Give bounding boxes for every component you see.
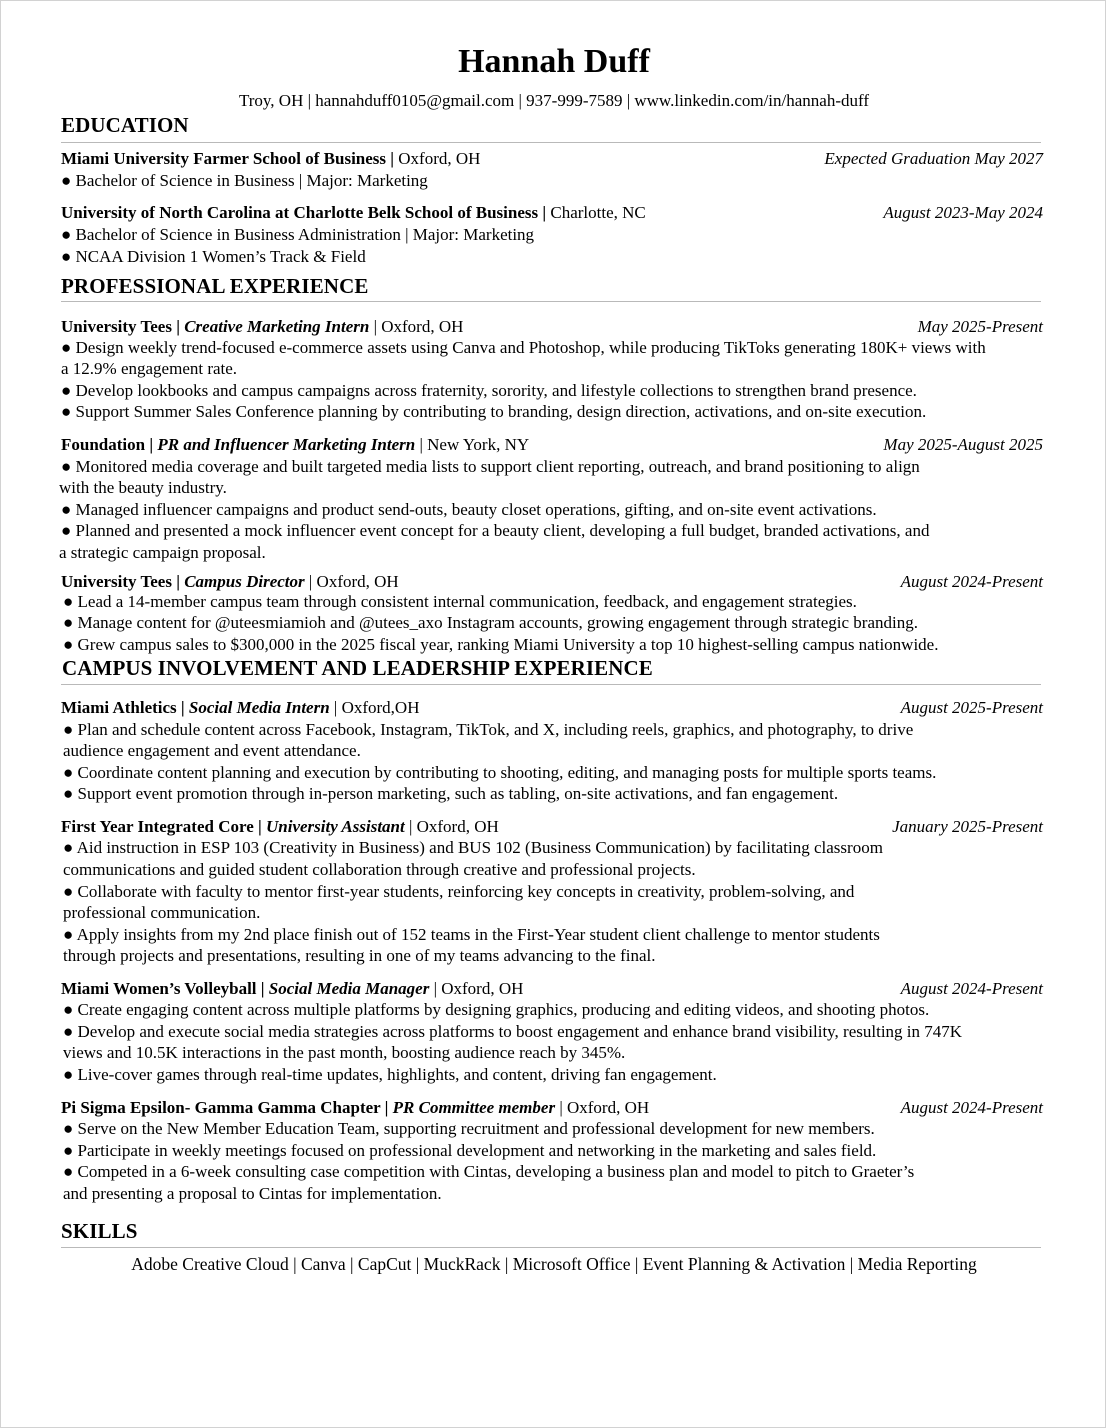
- entry-title: [61, 816, 499, 837]
- entry-line: ● Support Summer Sales Conference planning by contributing to branding, design direction, activations, and on-site execution.: [61, 402, 927, 421]
- entry-location: Oxford, OH: [394, 149, 481, 168]
- entry-line: ● Coordinate content planning and execution by contributing to shooting, editing, and managing posts for multiple sports teams.: [63, 763, 937, 782]
- section-divider: [61, 142, 1041, 143]
- section-divider: [61, 301, 1041, 302]
- entry-org: Pi Sigma Epsilon- Gamma Gamma Chapter |: [61, 1098, 393, 1117]
- education-entry-header: [61, 202, 1043, 223]
- resume-name: Hannah Duff: [458, 43, 650, 80]
- entry-line: ● Competed in a 6-week consulting case competition with Cintas, developing a business plan and model to pitch to Graeter’s: [63, 1162, 915, 1181]
- section-title-experience: PROFESSIONAL EXPERIENCE: [61, 274, 369, 298]
- entry-date: January 2025-Present: [892, 817, 1043, 836]
- entry-bullet: ● NCAA Division 1 Women’s Track & Field: [61, 247, 366, 266]
- entry-location: | Oxford,OH: [329, 698, 420, 717]
- entry-org: Miami Women’s Volleyball |: [61, 979, 269, 998]
- entry-role: PR Committee member: [392, 1098, 556, 1117]
- campus-entry-header: [61, 1097, 1043, 1118]
- entry-date: August 2025-Present: [900, 698, 1043, 717]
- experience-entry-header: [61, 316, 1043, 337]
- entry-role: PR and Influencer Marketing Intern: [157, 435, 416, 454]
- entry-date: August 2024-Present: [900, 572, 1043, 591]
- entry-date: May 2025-August 2025: [883, 435, 1043, 454]
- entry-location: | Oxford, OH: [429, 979, 524, 998]
- entry-date: August 2024-Present: [900, 1098, 1043, 1117]
- entry-line: ● Design weekly trend-focused e-commerce assets using Canva and Photoshop, while producing TikToks generating 180K+ views with: [61, 338, 986, 357]
- entry-line: ● Develop and execute social media strategies across platforms to boost engagement and enhance brand visibility, resulting in 747K: [63, 1022, 963, 1041]
- entry-line: ● Collaborate with faculty to mentor first-year students, reinforcing key concepts in creativity, problem-solving, and: [63, 882, 855, 901]
- campus-entry-header: [61, 697, 1043, 718]
- section-title-education: EDUCATION: [61, 113, 189, 137]
- entry-location: | Oxford, OH: [304, 572, 399, 591]
- entry-line: ● Participate in weekly meetings focused on professional development and networking in the marketing and sales field.: [63, 1141, 877, 1160]
- experience-entry-header: [61, 571, 1043, 592]
- entry-line: ● Manage content for @uteesmiamioh and @utees_axo Instagram accounts, growing engagement through strategic branding.: [63, 613, 918, 632]
- entry-role: Creative Marketing Intern: [184, 317, 370, 336]
- entry-org: University Tees |: [61, 317, 185, 336]
- entry-title: [61, 148, 480, 169]
- entry-date: August 2023-May 2024: [883, 203, 1043, 222]
- entry-line: ● Live-cover games through real-time updates, highlights, and content, driving fan engagement.: [63, 1065, 717, 1084]
- entry-title: [61, 978, 523, 999]
- entry-org: University Tees |: [61, 572, 185, 591]
- entry-title: [61, 571, 399, 592]
- entry-line: and presenting a proposal to Cintas for implementation.: [63, 1184, 442, 1203]
- entry-line: ● Plan and schedule content across Facebook, Instagram, TikTok, and X, including reels, graphics, and photography, to drive: [63, 720, 914, 739]
- section-divider: [61, 1247, 1041, 1248]
- entry-line: ● Aid instruction in ESP 103 (Creativity in Business) and BUS 102 (Business Communication) by facilitating classroom: [63, 838, 883, 857]
- entry-org: Miami University Farmer School of Business |: [61, 149, 395, 168]
- entry-line: communications and guided student collaboration through creative and professional projects.: [63, 860, 696, 879]
- entry-line: ● Planned and presented a mock influencer event concept for a beauty client, developing a full budget, branded activations, and: [61, 521, 930, 540]
- entry-line: a strategic campaign proposal.: [59, 543, 266, 562]
- section-divider: [61, 684, 1041, 685]
- skills-list: Adobe Creative Cloud | Canva | CapCut | MuckRack | Microsoft Office | Event Planning & Activation | Media Reporting: [131, 1254, 977, 1274]
- entry-title: [61, 202, 646, 223]
- entry-location: | Oxford, OH: [369, 317, 464, 336]
- entry-line: ● Support event promotion through in-person marketing, such as tabling, on-site activations, and fan engagement.: [63, 784, 839, 803]
- entry-role: Social Media Intern: [188, 698, 330, 717]
- entry-line: ● Apply insights from my 2nd place finish out of 152 teams in the First-Year student client challenge to mentor students: [63, 925, 880, 944]
- entry-date: Expected Graduation May 2027: [824, 149, 1043, 168]
- entry-line: ● Grew campus sales to $300,000 in the 2025 fiscal year, ranking Miami University a top 10 highest-selling campus nationwide.: [63, 635, 939, 654]
- section-title-campus: CAMPUS INVOLVEMENT AND LEADERSHIP EXPERIENCE: [62, 656, 653, 680]
- entry-org: Foundation |: [61, 435, 158, 454]
- entry-org: Miami Athletics |: [61, 698, 189, 717]
- entry-line: ● Managed influencer campaigns and product send-outs, beauty closet operations, gifting, and on-site event activations.: [61, 500, 877, 519]
- entry-org: University of North Carolina at Charlotte Belk School of Business |: [61, 203, 547, 222]
- entry-bullet: ● Bachelor of Science in Business Administration | Major: Marketing: [61, 225, 535, 244]
- contact-line: Troy, OH | hannahduff0105@gmail.com | 937-999-7589 | www.linkedin.com/in/hannah-duff: [238, 91, 870, 110]
- entry-date: August 2024-Present: [900, 979, 1043, 998]
- entry-role: Social Media Manager: [268, 979, 430, 998]
- entry-title: [61, 1097, 649, 1118]
- entry-line: ● Serve on the New Member Education Team, supporting recruitment and professional development for new members.: [63, 1119, 875, 1138]
- campus-entry-header: [61, 978, 1043, 999]
- entry-role: Campus Director: [184, 572, 305, 591]
- entry-title: [61, 697, 419, 718]
- entry-date: May 2025-Present: [917, 317, 1043, 336]
- section-title-skills: SKILLS: [61, 1219, 138, 1243]
- entry-line: ● Monitored media coverage and built targeted media lists to support client reporting, outreach, and brand positioning to align: [61, 457, 920, 476]
- experience-entry-header: [61, 434, 1043, 455]
- entry-location: | New York, NY: [415, 435, 530, 454]
- campus-entry-header: [61, 816, 1043, 837]
- entry-line: ● Create engaging content across multiple platforms by designing graphics, producing and editing videos, and shooting photos.: [63, 1000, 930, 1019]
- entry-line: professional communication.: [63, 903, 261, 922]
- entry-org: First Year Integrated Core |: [61, 817, 267, 836]
- entry-title: [61, 316, 463, 337]
- entry-line: through projects and presentations, resulting in one of my teams advancing to the final.: [63, 946, 656, 965]
- entry-line: ● Develop lookbooks and campus campaigns across fraternity, sorority, and lifestyle collections to strengthen brand presence.: [61, 381, 917, 400]
- entry-role: University Assistant: [266, 817, 405, 836]
- entry-location: | Oxford, OH: [404, 817, 499, 836]
- entry-line: with the beauty industry.: [59, 478, 227, 497]
- entry-line: ● Lead a 14-member campus team through consistent internal communication, feedback, and engagement strategies.: [63, 592, 857, 611]
- entry-line: views and 10.5K interactions in the past month, boosting audience reach by 345%.: [63, 1043, 626, 1062]
- education-entry-header: [61, 148, 1043, 169]
- entry-line: audience engagement and event attendance.: [63, 741, 361, 760]
- entry-line: a 12.9% engagement rate.: [61, 359, 238, 378]
- entry-location: Charlotte, NC: [546, 203, 646, 222]
- entry-title: [61, 434, 529, 455]
- entry-bullet: ● Bachelor of Science in Business | Major: Marketing: [61, 171, 428, 190]
- entry-location: | Oxford, OH: [555, 1098, 650, 1117]
